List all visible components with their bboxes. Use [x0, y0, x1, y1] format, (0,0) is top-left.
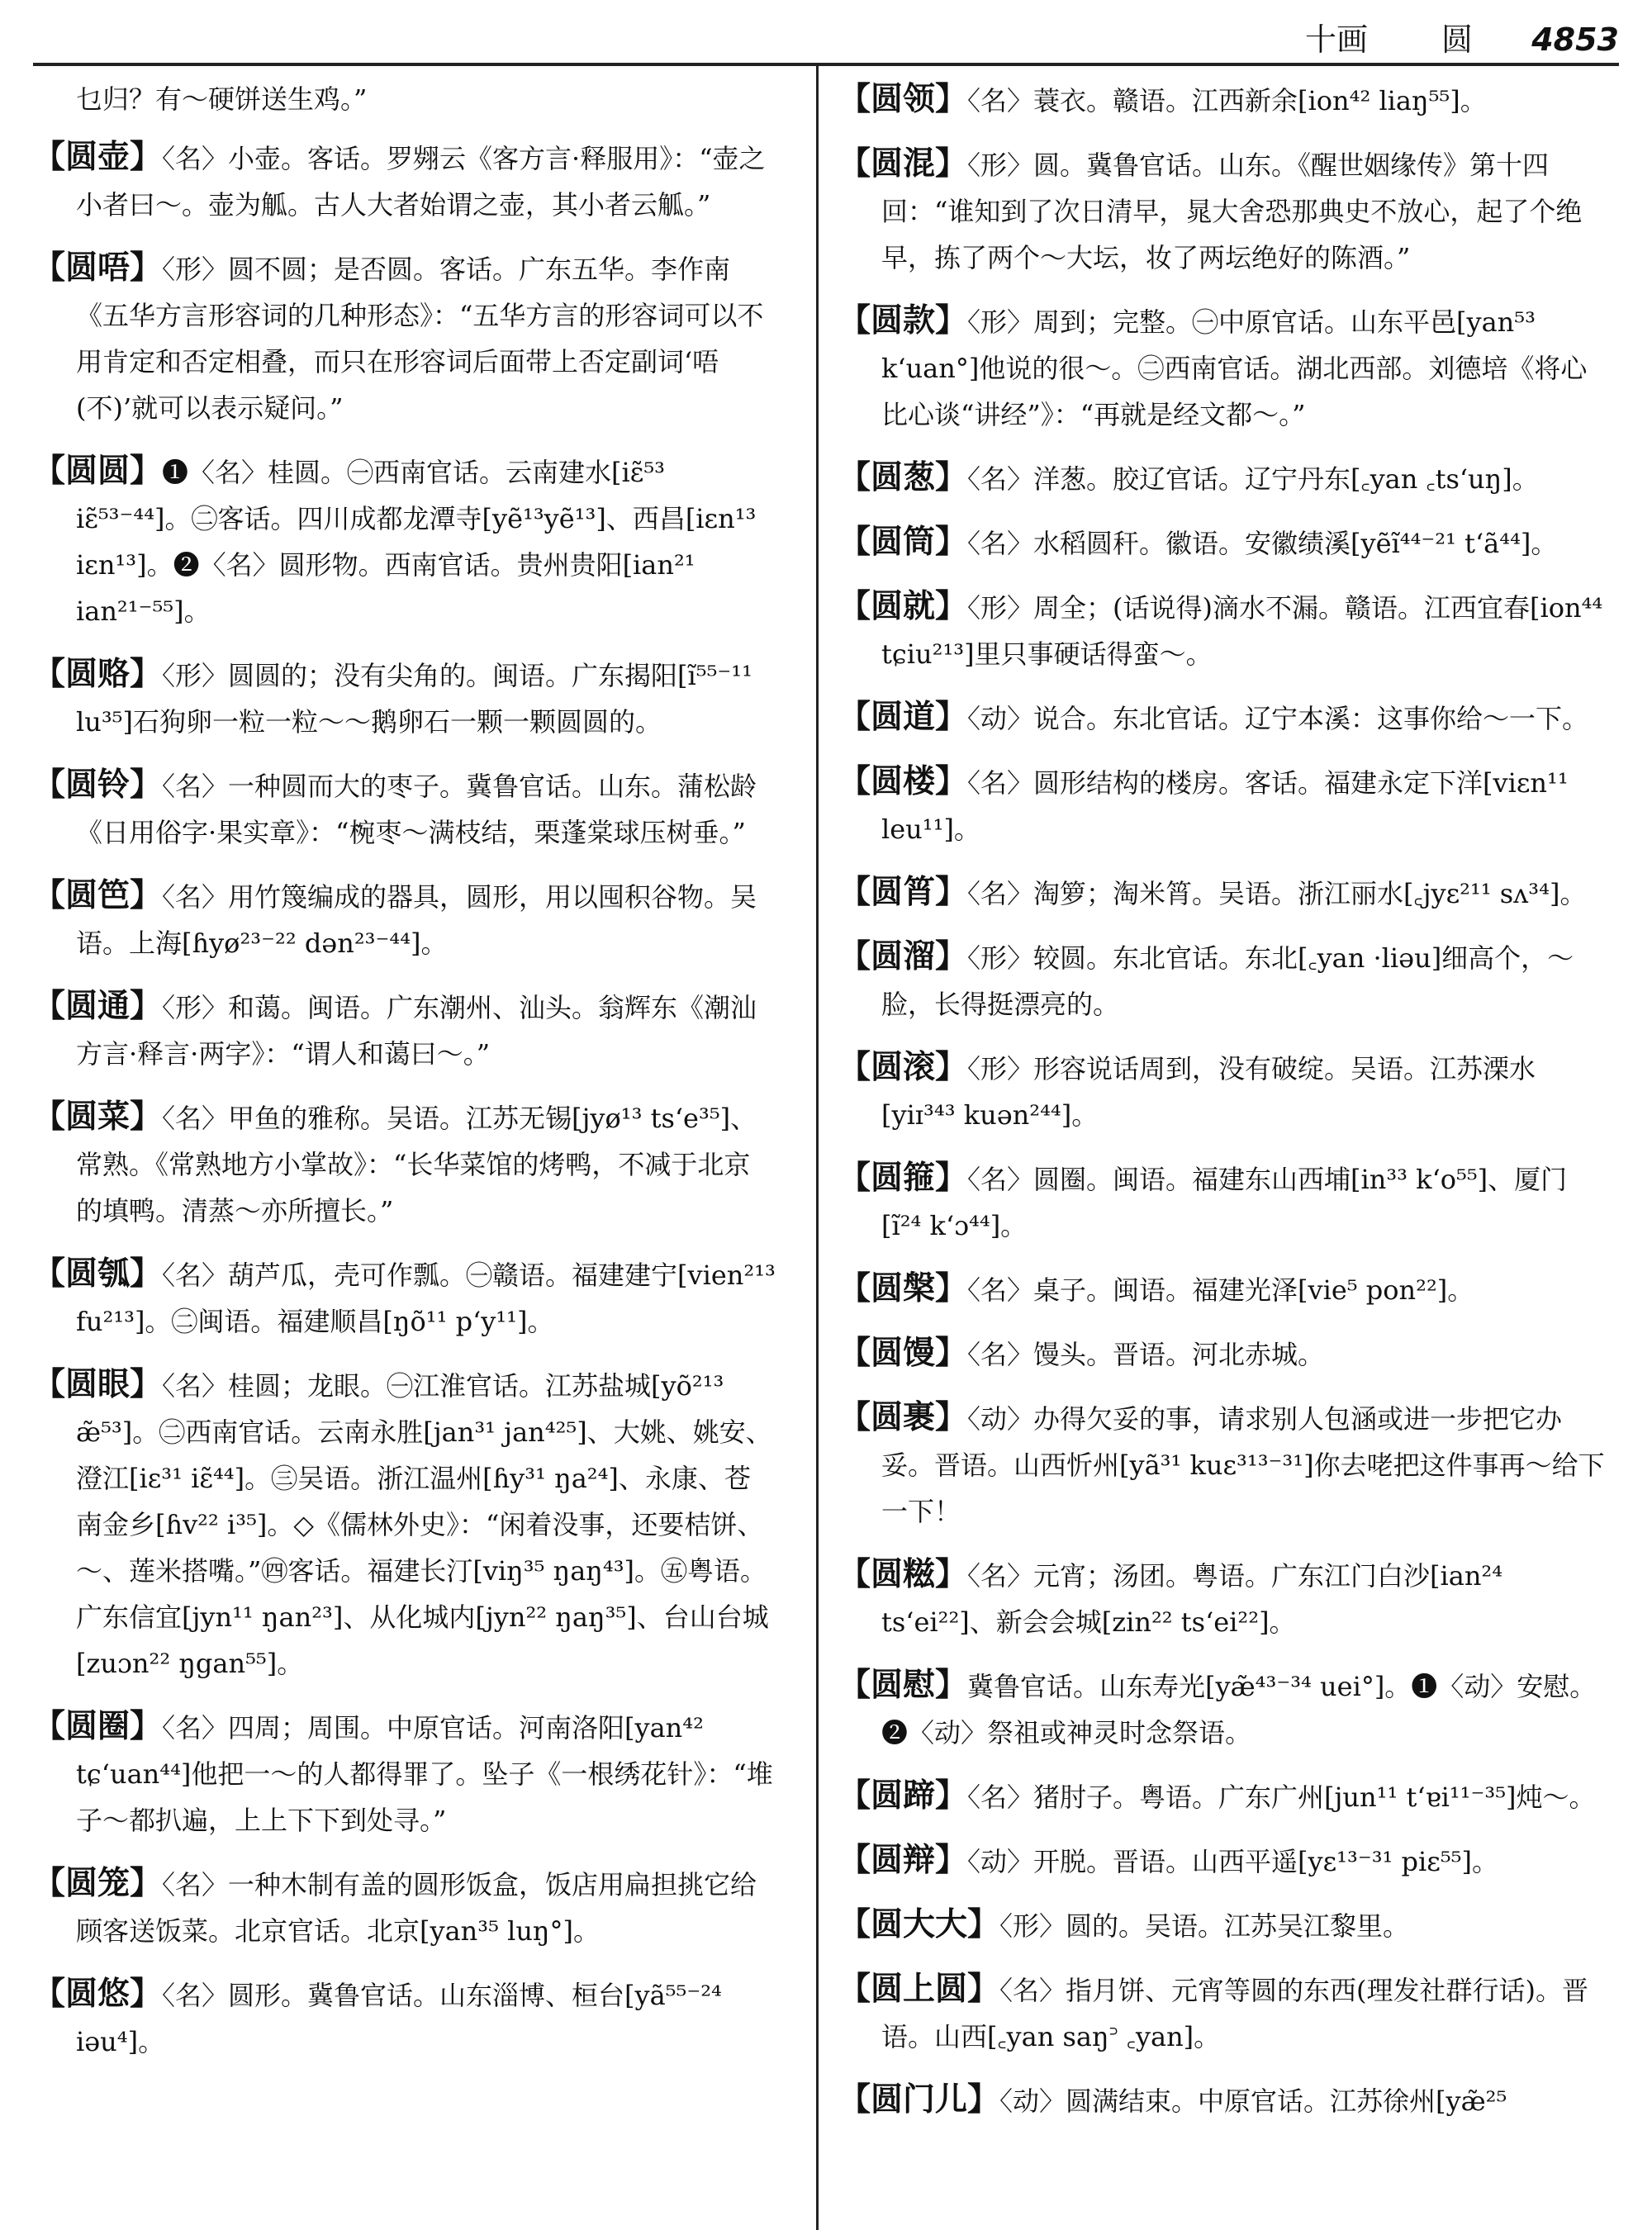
dictionary-entry [33, 1860, 776, 1954]
entry-headword: 【圆悠】 [33, 1975, 163, 2013]
entry-headword: 【圆大大】 [838, 1905, 1000, 1943]
dictionary-entry [838, 140, 1607, 281]
entry-definition: 〈动〉说合。东北官话。辽宁本溪：这事你给～一下。 [967, 703, 1589, 734]
entry-headword: 【圆溜】 [838, 937, 968, 975]
head-character: 圆 [1441, 21, 1474, 58]
dictionary-entry [838, 1966, 1607, 2060]
dictionary-entry [838, 2076, 1607, 2124]
entry-definition: 〈名〉甲鱼的雅称。吴语。江苏无锡[jyø¹³ ts‘e³⁵]、常熟。《常熟地方小掌故》：“长华菜馆的烤鸭，不减于北京的填鸭。清蒸～亦所擅长。” [76, 1103, 757, 1226]
entry-definition: 〈名〉桂圆；龙眼。㊀江淮官话。江苏盐城[yõ²¹³ æ̃⁵³]。㊁西南官话。云南永胜[jan³¹ jan⁴²⁵]、大姚、姚安、澄江[iɛ³¹ iɛ̃⁴⁴]。㊂吴语。浙江温州[ɦy³¹ ŋa²⁴]、永康、苍南金乡[ɦv²² i³⁵]。◇《儒林外史》：“闲着没事，还要桔饼、～、莲米搭嘴。”㊃客话。福建长汀[viŋ³⁵ ŋaŋ⁴³]。㊄粤语。广东信宜[jyn¹¹ ŋan²³]、从化城内[jyn²² ŋaŋ³⁵]、台山台城[zuɔn²² ŋgan⁵⁵]。 [76, 1370, 772, 1679]
column-divider [816, 63, 819, 2230]
entry-headword: 【圆辩】 [838, 1841, 968, 1879]
entry-definition: 〈形〉圆。冀鲁官话。山东。《醒世姻缘传》第十四回：“谁知到了次日清早，晁大舍恐那典史不放心，起了个绝早，拣了两个～大坛，妆了两坛绝好的陈酒。” [881, 149, 1583, 273]
entry-headword: 【圆圆】 [33, 452, 163, 490]
entry-headword: 【圆蹄】 [838, 1777, 968, 1815]
entry-headword: 【圆铃】 [33, 766, 163, 804]
dictionary-entry [33, 1094, 776, 1234]
entry-headword: 【圆眼】 [33, 1365, 163, 1403]
dictionary-entry [838, 1551, 1607, 1645]
dictionary-entry [33, 651, 776, 745]
entry-headword: 【圆圈】 [33, 1707, 163, 1745]
entry-definition: 〈名〉葫芦瓜，壳可作瓢。㊀赣语。福建建宁[vien²¹³ fu²¹³]。㊁闽语。福建顺昌[ŋõ¹¹ p‘y¹¹]。 [76, 1260, 776, 1337]
entry-definition: 〈名〉蓑衣。赣语。江西新余[ion⁴² liaŋ⁵⁵]。 [967, 85, 1487, 116]
entry-definition: 〈名〉小壶。客话。罗翙云《客方言·释服用》：“壶之小者曰～。壶为觚。古人大者始谓之壶，其小者云觚。” [76, 143, 766, 221]
dictionary-entry [838, 1837, 1607, 1885]
entry-headword: 【圆通】 [33, 987, 163, 1025]
entry-headword: 【圆菜】 [33, 1098, 163, 1136]
running-header [1305, 15, 1619, 64]
dictionary-entry [838, 1772, 1607, 1820]
entry-definition: 〈形〉周全；(话说得)滴水不漏。赣语。江西宜春[ion⁴⁴ tɕiu²¹³]里只事硬话得蛮～。 [881, 592, 1603, 670]
dictionary-entry [838, 694, 1607, 742]
entry-headword: 【圆道】 [838, 698, 968, 736]
dictionary-entry [838, 1155, 1607, 1249]
dictionary-entry [33, 244, 776, 431]
entry-definition: 〈名〉用竹篾编成的器具，圆形，用以囤积谷物。吴语。上海[ɦyø²³⁻²² dən²³⁻⁴⁴]。 [76, 881, 757, 959]
entry-definition: 〈形〉圆不圆；是否圆。客话。广东五华。李作南《五华方言形容词的几种形态》：“五华方言的形容词可以不用肯定和否定相叠，而只在形容词后面带上否定副词‘唔(不)’就可以表示疑问。” [76, 254, 764, 424]
dictionary-entry [33, 1971, 776, 2065]
entry-headword: 【圆门儿】 [838, 2081, 1000, 2118]
dictionary-entry [33, 872, 776, 966]
section-label: 十画 [1305, 21, 1369, 58]
entry-definition: 〈名〉淘箩；淘米筲。吴语。浙江丽水[꜀jyɛ²¹¹ sʌ³⁴]。 [967, 878, 1587, 909]
entry-headword: 【圆滚】 [838, 1048, 968, 1086]
dictionary-entry [838, 1662, 1607, 1756]
entry-headword: 【圆筒】 [838, 523, 968, 561]
dictionary-entry [33, 762, 776, 856]
dictionary-entry [838, 869, 1607, 917]
dictionary-entry [838, 76, 1607, 124]
entry-definition: 〈形〉圆圆的；没有尖角的。闽语。广东揭阳[ĩ⁵⁵⁻¹¹ lu³⁵]石狗卵一粒一粒～～鹅卵石一颗一颗圆圆的。 [76, 660, 752, 738]
entry-definition: 〈动〉开脱。晋语。山西平遥[yɛ¹³⁻³¹ piɛ⁵⁵]。 [967, 1846, 1498, 1877]
page-number: 4853 [1531, 21, 1619, 58]
entry-headword: 【圆瓠】 [33, 1255, 163, 1293]
dictionary-entry [838, 758, 1607, 852]
entry-definition: 〈名〉猪肘子。粤语。广东广州[jun¹¹ t‘ɐi¹¹⁻³⁵]炖～。 [967, 1782, 1596, 1813]
right-column [838, 76, 1607, 2223]
dictionary-entry [838, 583, 1607, 677]
entry-definition: 〈名〉圆形。冀鲁官话。山东淄博、桓台[yã⁵⁵⁻²⁴ iəu⁴]。 [76, 1980, 722, 2057]
entry-definition: 〈名〉圆形结构的楼房。客话。福建永定下洋[viɛn¹¹ leu¹¹]。 [881, 767, 1569, 845]
continuation-text: 乜归？有～硬饼送生鸡。” [76, 83, 368, 115]
entry-definition: 〈形〉圆的。吴语。江苏吴江黎里。 [999, 1910, 1410, 1942]
entry-definition: 〈名〉一种木制有盖的圆形饭盒，饭店用扁担挑它给顾客送饭菜。北京官话。北京[yan³⁵ luŋ°]。 [76, 1869, 757, 1947]
entry-headword: 【圆糍】 [838, 1555, 968, 1593]
entry-definition: 〈形〉周到；完整。㊀中原官话。山东平邑[yan⁵³ k‘uan°]他说的很～。㊁西南官话。湖北西部。刘德培《将心比心谈“讲经”》：“再就是经文都～。” [881, 306, 1588, 430]
entry-headword: 【圆款】 [838, 301, 968, 339]
left-entries [33, 134, 776, 2065]
entry-headword: 【圆唔】 [33, 249, 163, 287]
entry-headword: 【圆上圆】 [838, 1970, 1000, 2008]
entry-definition: 〈名〉水稻圆秆。徽语。安徽绩溪[yẽĩ⁴⁴⁻²¹ t‘ã⁴⁴]。 [967, 528, 1558, 559]
entry-headword: 【圆壶】 [33, 138, 163, 176]
entry-headword: 【圆笆】 [33, 876, 163, 914]
header-rule [33, 63, 1619, 66]
entry-definition: 〈名〉一种圆而大的枣子。冀鲁官话。山东。蒲松龄《日用俗字·果实章》：“椀枣～满枝结，栗蓬棠球压树垂。” [76, 771, 757, 848]
entry-headword: 【圆馒】 [838, 1334, 968, 1372]
entry-definition: 〈名〉指月饼、元宵等圆的东西(理发社群行话)。晋语。山西[꜀yan saŋ꜄ ꜀yan]。 [881, 1975, 1588, 2052]
dictionary-entry [838, 1044, 1607, 1138]
entry-definition: 〈动〉办得欠妥的事，请求别人包涵或进一步把它办妥。晋语。山西忻州[yã³¹ kuɛ³¹³⁻³¹]你去咾把这件事再～给下一下！ [881, 1403, 1605, 1527]
dictionary-entry [838, 1265, 1607, 1313]
entry-definition: 〈动〉圆满结束。中原官话。江苏徐州[yæ̃²⁵ [999, 2085, 1507, 2117]
entry-headword: 【圆赂】 [33, 655, 163, 693]
entry-headword: 【圆慰】 [838, 1666, 968, 1704]
entry-headword: 【圆裹】 [838, 1398, 968, 1436]
entry-headword: 【圆葱】 [838, 458, 968, 496]
entry-headword: 【圆箍】 [838, 1159, 968, 1197]
entry-headword: 【圆筲】 [838, 873, 968, 911]
entry-definition: 〈名〉元宵；汤团。粤语。广东江门白沙[ian²⁴ ts‘ei²²]、新会会城[zin²² ts‘ei²²]。 [881, 1560, 1503, 1638]
entry-definition: 〈名〉洋葱。胶辽官话。辽宁丹东[꜀yan ꜀ts‘uŋ]。 [967, 463, 1539, 495]
entry-definition: 冀鲁官话。山东寿光[yæ̃⁴³⁻³⁴ uei°]。❶〈动〉安慰。❷〈动〉祭祖或神灵时念祭语。 [881, 1671, 1597, 1748]
entry-definition: 〈名〉四周；周围。中原官话。河南洛阳[yan⁴² tɕ‘uan⁴⁴]他把一～的人都得罪了。坠子《一根绣花针》：“堆子～都扒遍，上上下下到处寻。” [76, 1712, 773, 1836]
entry-definition: 〈形〉较圆。东北官话。东北[꜀yan ·liəu]细高个，～脸，长得挺漂亮的。 [881, 942, 1574, 1020]
entry-headword: 【圆混】 [838, 145, 968, 183]
entry-definition: 〈形〉形容说话周到，没有破绽。吴语。江苏溧水[yiɪ³⁴³ kuən²⁴⁴]。 [881, 1053, 1536, 1131]
left-column [33, 76, 776, 2223]
dictionary-entry [33, 1703, 776, 1843]
entry-headword: 【圆就】 [838, 587, 968, 625]
dictionary-entry [838, 1901, 1607, 1949]
dictionary-entry [838, 933, 1607, 1027]
right-entries [838, 76, 1607, 2124]
dictionary-entry [838, 1330, 1607, 1378]
dictionary-entry [33, 983, 776, 1077]
dictionary-entry [838, 519, 1607, 567]
entry-headword: 【圆领】 [838, 80, 968, 118]
dictionary-entry [33, 1361, 776, 1687]
dictionary-entry [33, 448, 776, 634]
dictionary-entry [838, 1394, 1607, 1535]
entry-headword: 【圆槃】 [838, 1269, 968, 1307]
entry-definition: 〈名〉圆圈。闽语。福建东山西埔[in³³ k‘o⁵⁵]、厦门[ĩ²⁴ k‘ɔ⁴⁴]。 [881, 1164, 1568, 1241]
entry-definition: 〈形〉和蔼。闽语。广东潮州、汕头。翁辉东《潮汕方言·释言·两字》：“谓人和蔼曰～。” [76, 992, 757, 1070]
dictionary-entry [838, 297, 1607, 438]
entry-definition: 〈名〉桌子。闽语。福建光泽[vie⁵ pon²²]。 [967, 1274, 1474, 1306]
dictionary-entry [33, 134, 776, 228]
entry-definition: 〈名〉馒头。晋语。河北赤城。 [967, 1339, 1325, 1370]
entry-headword: 【圆楼】 [838, 762, 968, 800]
dictionary-entry [838, 454, 1607, 502]
entry-definition: ❶〈名〉桂圆。㊀西南官话。云南建水[iɛ̃⁵³ iɛ̃⁵³⁻⁴⁴]。㊁客话。四川成都龙潭寺[yẽ¹³yẽ¹³]、西昌[iɛn¹³ iɛn¹³]。❷〈名〉圆形物。西南官话。贵州贵阳[ian²¹ ian²¹⁻⁵⁵]。 [76, 457, 757, 627]
dictionary-entry [33, 1250, 776, 1345]
entry-headword: 【圆笼】 [33, 1864, 163, 1902]
